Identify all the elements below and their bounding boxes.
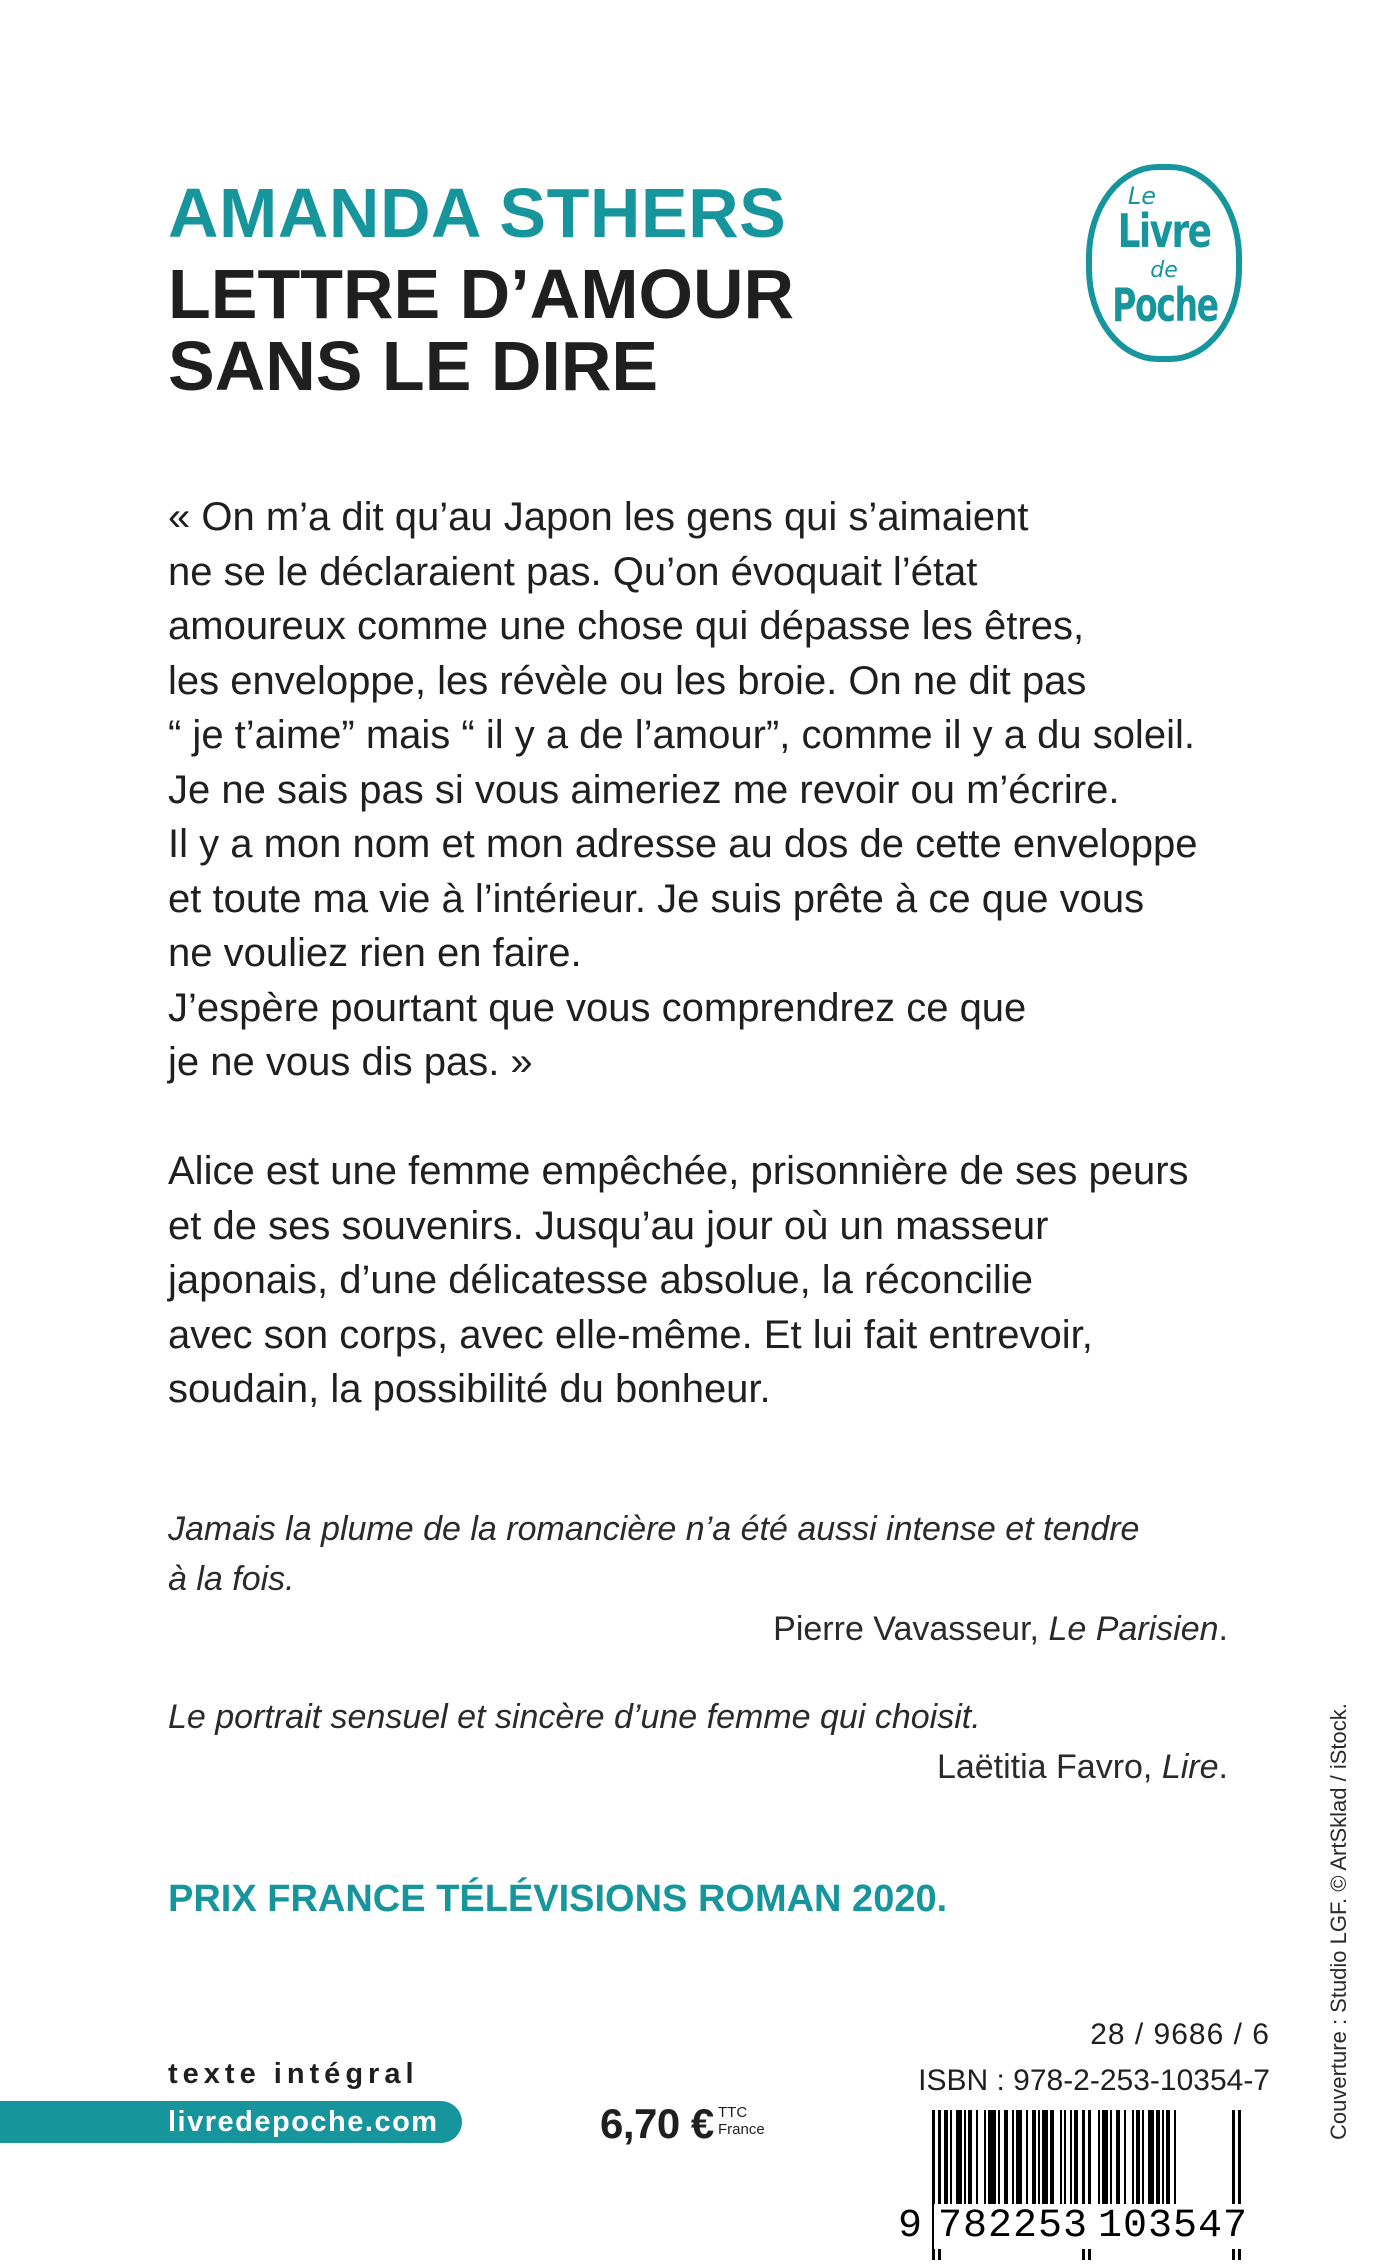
review-end: .	[1218, 1610, 1228, 1648]
price: 6,70 €	[600, 2100, 714, 2147]
title-line-2: SANS LE DIRE	[168, 327, 659, 405]
description-line: soudain, la possibilité du bonheur.	[168, 1367, 771, 1411]
quote-line: je ne vous dis pas. »	[168, 1040, 533, 1084]
title-line-1: LETTRE D’AMOUR	[168, 255, 795, 333]
website-link[interactable]: livredepoche.com	[168, 2106, 439, 2138]
review-quote-line: Jamais la plume de la romancière n’a été aussi intense et tendre	[168, 1510, 1140, 1548]
barcode-lead-digit: 9	[898, 2204, 923, 2249]
quote-line: les enveloppe, les révèle ou les broie. On ne dit pas	[168, 658, 1087, 703]
quote-line: Il y a mon nom et mon adresse au dos de cette enveloppe	[168, 822, 1198, 866]
quote-line: ne vouliez rien en faire.	[168, 931, 582, 975]
review-2	[168, 1692, 1228, 1792]
quote-line: “ je t’aime” mais “ il y a de l’amour”, comme il y a du soleil.	[168, 713, 1195, 757]
review-quote-line: Le portrait sensuel et sincère d’une femme qui choisit.	[168, 1698, 981, 1736]
price-note-france: France	[718, 2121, 765, 2138]
book-title	[168, 255, 795, 405]
description-line: et de ses souvenirs. Jusqu’au jour où un masseur	[168, 1203, 1049, 1248]
prize-award: PRIX FRANCE TÉLÉVISIONS ROMAN 2020.	[168, 1878, 948, 1920]
book-description	[168, 1144, 1248, 1417]
excerpt-quote	[168, 490, 1248, 1090]
review-critic: Laëtitia Favro,	[936, 1748, 1153, 1786]
price-note-ttc: TTC	[718, 2104, 748, 2121]
review-critic: Pierre Vavasseur,	[773, 1610, 1039, 1648]
barcode-digits	[898, 2204, 1274, 2254]
review-source	[168, 1604, 1228, 1654]
reference-number: 28 / 9686 / 6	[1090, 2018, 1270, 2051]
barcode-group-2: 103547	[1094, 2204, 1252, 2249]
review-end: .	[1218, 1748, 1228, 1786]
publisher-logo	[1086, 164, 1242, 362]
review-outlet: Le Parisien	[1048, 1610, 1219, 1648]
description-line: Alice est une femme empêchée, prisonnière de ses peurs	[168, 1149, 1189, 1193]
quote-line: « On m’a dit qu’au Japon les gens qui s’aimaient	[168, 495, 1029, 539]
isbn-number: ISBN : 978-2-253-10354-7	[918, 2064, 1270, 2097]
logo-de: de	[1150, 258, 1178, 283]
review-quote-line: à la fois.	[168, 1560, 295, 1598]
barcode-group-1: 782253	[934, 2204, 1092, 2249]
quote-line: ne se le déclaraient pas. Qu’on évoquait l’état	[168, 549, 978, 594]
logo-le: Le	[1127, 182, 1157, 210]
quote-line: Je ne sais pas si vous aimeriez me revoir ou m’écrire.	[168, 767, 1120, 812]
logo-livre: Livre	[1117, 204, 1211, 258]
price-note	[718, 2104, 765, 2138]
review-1	[168, 1504, 1228, 1654]
quote-line: et toute ma vie à l’intérieur. Je suis prête à ce que vous	[168, 876, 1145, 921]
description-line: japonais, d’une délicatesse absolue, la réconcilie	[168, 1258, 1033, 1302]
author-name: AMANDA STHERS	[168, 174, 787, 252]
review-outlet: Lire	[1161, 1748, 1219, 1786]
description-line: avec son corps, avec elle-même. Et lui fait entrevoir,	[168, 1312, 1093, 1357]
quote-line: J’espère pourtant que vous comprendrez ce que	[168, 985, 1027, 1030]
integral-text-label: texte intégral	[168, 2058, 419, 2090]
logo-poche: Poche	[1112, 278, 1218, 332]
cover-credit: Couverture : Studio LGF. © ArtSklad / iStock.	[1326, 1703, 1351, 2140]
review-source	[168, 1742, 1228, 1792]
quote-line: amoureux comme une chose qui dépasse les êtres,	[168, 604, 1085, 648]
